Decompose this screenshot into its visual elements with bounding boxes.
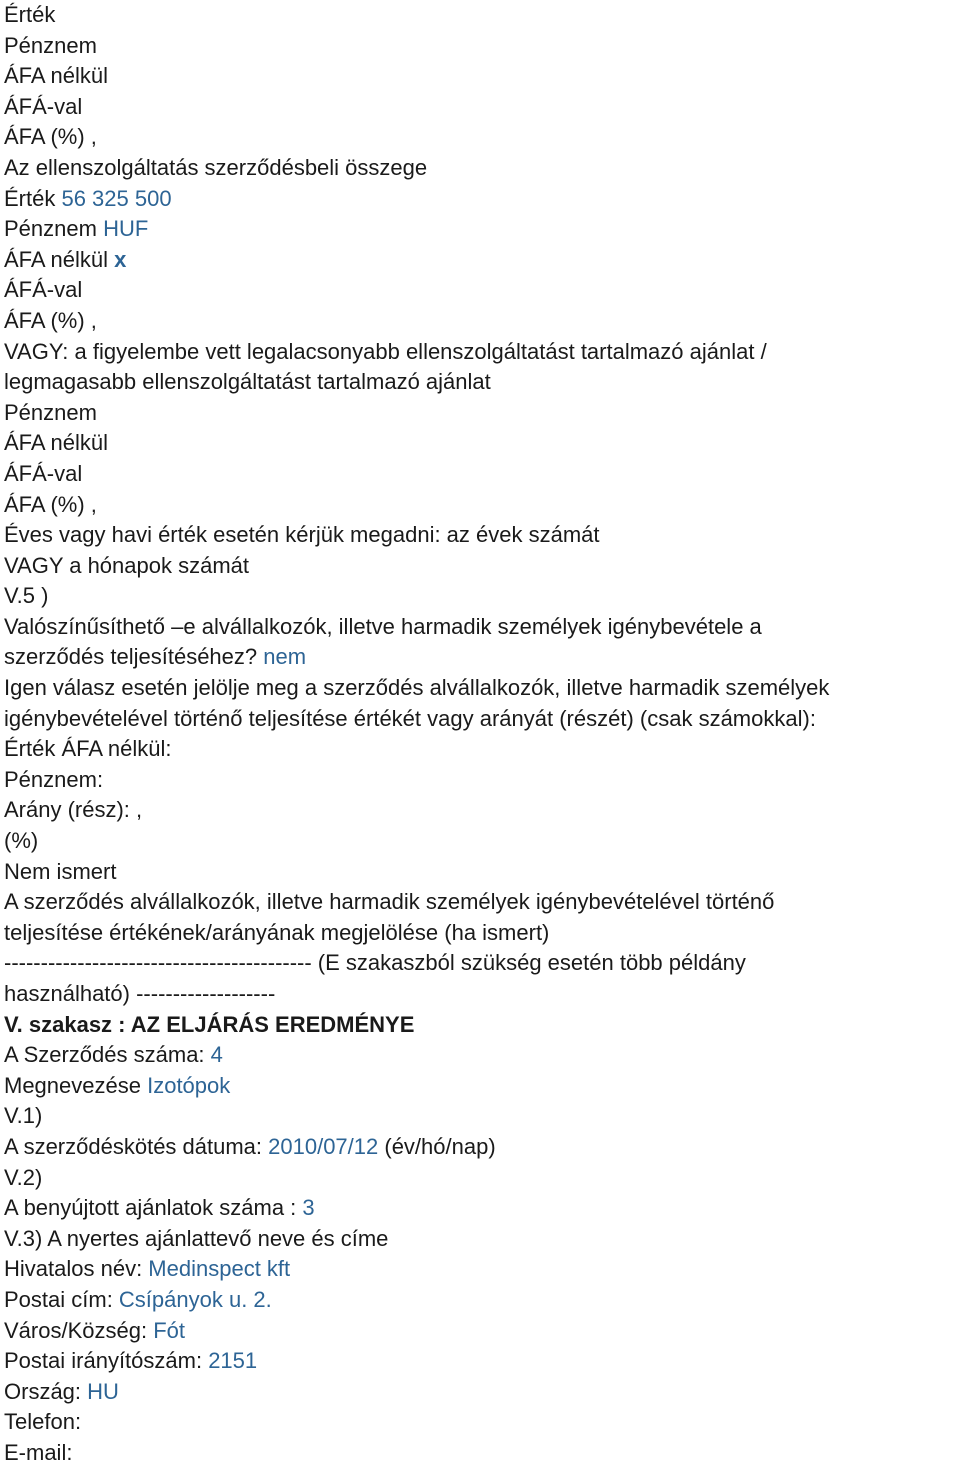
document-line bbox=[4, 1316, 960, 1347]
document-line bbox=[4, 612, 960, 643]
document-line bbox=[4, 520, 960, 551]
document-line bbox=[4, 1377, 960, 1408]
document-line bbox=[4, 61, 960, 92]
document-line bbox=[4, 153, 960, 184]
line-value: Medinspect kft bbox=[148, 1256, 291, 1282]
document-line bbox=[4, 1071, 960, 1102]
document-line bbox=[4, 734, 960, 765]
line-label: Valószínűsíthető –e alvállalkozók, illetve harmadik személyek igénybevétele a bbox=[4, 613, 762, 639]
line-value: 2151 bbox=[208, 1348, 258, 1374]
line-label: A Szerződés száma: bbox=[4, 1042, 211, 1068]
line-label: ÁFÁ-val bbox=[4, 93, 83, 119]
line-label: ÁFA (%) , bbox=[4, 124, 97, 150]
document-line bbox=[4, 581, 960, 612]
document-line bbox=[4, 1285, 960, 1316]
document-line bbox=[4, 122, 960, 153]
line-label: A benyújtott ajánlatok száma : bbox=[4, 1195, 303, 1221]
line-label: V.3) A nyertes ajánlattevő neve és címe bbox=[4, 1225, 389, 1251]
line-value: 56 325 500 bbox=[61, 185, 172, 211]
line-label: V. szakasz : AZ ELJÁRÁS EREDMÉNYE bbox=[4, 1011, 415, 1037]
line-label: Postai irányítószám: bbox=[4, 1348, 209, 1374]
line-label: ------------------------------------------ (E szakaszból szükség esetén több példány bbox=[4, 950, 746, 976]
line-label: Éves vagy havi érték esetén kérjük megadni: az évek számát bbox=[4, 522, 600, 548]
section-heading bbox=[4, 1010, 960, 1041]
line-label: E-mail: bbox=[4, 1439, 73, 1465]
line-value: 3 bbox=[302, 1195, 315, 1221]
line-label: ÁFA nélkül bbox=[4, 246, 115, 272]
line-label: Telefon: bbox=[4, 1409, 82, 1435]
document-line bbox=[4, 428, 960, 459]
document-body bbox=[4, 0, 960, 1469]
document-line bbox=[4, 642, 960, 673]
document-line bbox=[4, 306, 960, 337]
document-line bbox=[4, 1224, 960, 1255]
line-label: VAGY: a figyelembe vett legalacsonyabb ellenszolgáltatást tartalmazó ajánlat / bbox=[4, 338, 767, 364]
document-line bbox=[4, 214, 960, 245]
line-value: nem bbox=[263, 644, 307, 670]
document-line bbox=[4, 1193, 960, 1224]
line-label: A szerződés alvállalkozók, illetve harmadik személyek igénybevételével történő bbox=[4, 889, 775, 915]
line-label: ÁFA nélkül bbox=[4, 63, 108, 89]
document-line bbox=[4, 245, 960, 276]
line-label: Pénznem bbox=[4, 399, 97, 425]
line-value: Csípányok u. 2. bbox=[118, 1286, 272, 1312]
document-line bbox=[4, 1254, 960, 1285]
line-label: Ország: bbox=[4, 1378, 88, 1404]
line-suffix: (év/hó/nap) bbox=[378, 1133, 496, 1159]
line-label: Pénznem bbox=[4, 32, 97, 58]
document-line bbox=[4, 887, 960, 918]
line-label: Érték ÁFA nélkül: bbox=[4, 736, 172, 762]
document-line bbox=[4, 1163, 960, 1194]
line-label: Város/Község: bbox=[4, 1317, 154, 1343]
line-label: V.2) bbox=[4, 1164, 43, 1190]
document-line bbox=[4, 337, 960, 368]
document-line bbox=[4, 367, 960, 398]
line-label: Pénznem: bbox=[4, 766, 104, 792]
document-line bbox=[4, 1132, 960, 1163]
line-label: Arány (rész): , bbox=[4, 797, 143, 823]
document-line bbox=[4, 1040, 960, 1071]
document-line bbox=[4, 184, 960, 215]
line-label: Pénznem bbox=[4, 216, 104, 242]
line-value: 2010/07/12 bbox=[268, 1133, 379, 1159]
line-label: Nem ismert bbox=[4, 858, 117, 884]
line-label: szerződés teljesítéséhez? bbox=[4, 644, 264, 670]
line-label: ÁFÁ-val bbox=[4, 460, 83, 486]
line-label: Érték bbox=[4, 2, 56, 27]
line-label: Postai cím: bbox=[4, 1286, 119, 1312]
line-value: x bbox=[114, 246, 127, 272]
line-label: (%) bbox=[4, 828, 39, 854]
document-line bbox=[4, 398, 960, 429]
document-line bbox=[4, 1101, 960, 1132]
line-label: V.1) bbox=[4, 1103, 43, 1129]
document-line bbox=[4, 0, 960, 31]
line-label: Hivatalos név: bbox=[4, 1256, 149, 1282]
line-label: teljesítése értékének/arányának megjelölése (ha ismert) bbox=[4, 919, 550, 945]
document-line bbox=[4, 490, 960, 521]
document-line bbox=[4, 1407, 960, 1438]
line-label: ÁFÁ-val bbox=[4, 277, 83, 303]
document-line bbox=[4, 275, 960, 306]
document-line bbox=[4, 459, 960, 490]
document-line bbox=[4, 948, 960, 979]
line-label: A szerződéskötés dátuma: bbox=[4, 1133, 269, 1159]
line-label: ÁFA nélkül bbox=[4, 430, 108, 456]
line-value: HUF bbox=[103, 216, 149, 242]
document-line bbox=[4, 826, 960, 857]
line-label: ÁFA (%) , bbox=[4, 307, 97, 333]
line-label: V.5 ) bbox=[4, 583, 49, 609]
document-line bbox=[4, 979, 960, 1010]
line-label: igénybevételével történő teljesítése értékét vagy arányát (részét) (csak számokkal): bbox=[4, 705, 816, 731]
line-value: Izotópok bbox=[147, 1072, 231, 1098]
line-label: Érték bbox=[4, 185, 62, 211]
document-line bbox=[4, 1438, 960, 1469]
line-label: legmagasabb ellenszolgáltatást tartalmazó ajánlat bbox=[4, 369, 491, 395]
line-label: Megnevezése bbox=[4, 1072, 148, 1098]
document-line bbox=[4, 92, 960, 123]
line-label: ÁFA (%) , bbox=[4, 491, 97, 517]
document-line bbox=[4, 673, 960, 704]
line-value: Fót bbox=[153, 1317, 185, 1343]
document-line bbox=[4, 795, 960, 826]
line-label: Az ellenszolgáltatás szerződésbeli összege bbox=[4, 154, 428, 180]
document-line bbox=[4, 704, 960, 735]
line-label: Igen válasz esetén jelölje meg a szerződés alvállalkozók, illetve harmadik személyek bbox=[4, 675, 830, 701]
document-line bbox=[4, 918, 960, 949]
document-line bbox=[4, 31, 960, 62]
line-label: VAGY a hónapok számát bbox=[4, 552, 249, 578]
document-line bbox=[4, 857, 960, 888]
document-line bbox=[4, 765, 960, 796]
line-label: használható) ------------------- bbox=[4, 981, 276, 1006]
line-value: 4 bbox=[210, 1042, 223, 1068]
line-value: HU bbox=[87, 1378, 119, 1404]
document-line bbox=[4, 551, 960, 582]
document-line bbox=[4, 1346, 960, 1377]
